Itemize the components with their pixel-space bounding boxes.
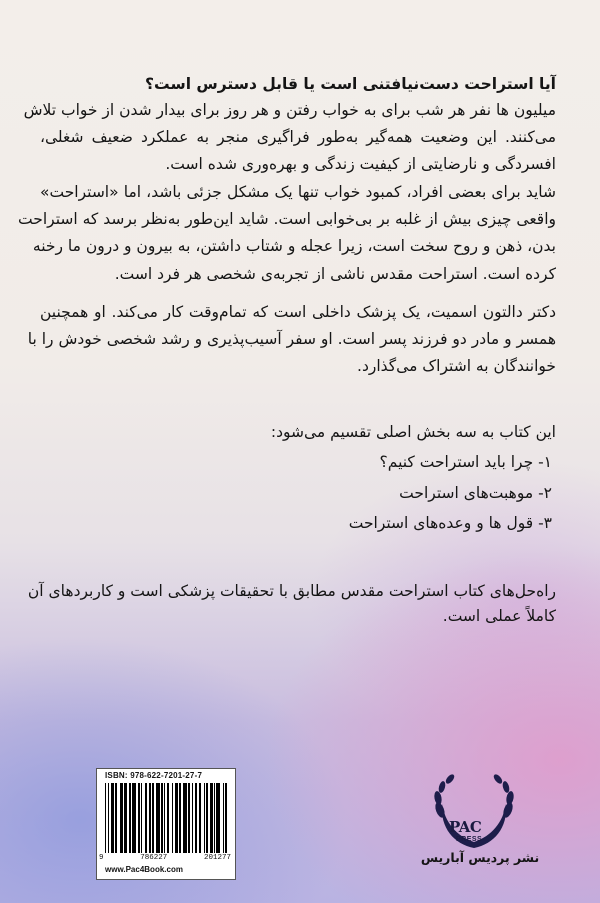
barcode-digit-group-1: 786227 — [140, 854, 168, 862]
isbn-label: ISBN: 978-622-7201-27-7 — [105, 771, 203, 780]
barcode-digit-group-2: 201277 — [203, 854, 231, 862]
list-item-1: ۱- چرا باید استراحت کنیم؟ — [379, 453, 552, 471]
barcode-digit-lead: 9 — [99, 854, 104, 862]
paragraph-1-line-1: میلیون ها نفر هر شب برای به خواب رفتن و هر روز برای بیدار شدن از خواب تلاش — [23, 101, 556, 119]
publisher-website: www.Pac4Book.com — [105, 865, 183, 874]
logo-name: PAC — [449, 818, 482, 836]
paragraph-2-line-3: بدن، ذهن و روح سخت است، زیرا عجله و شتاب داشتن، به بیرون و درون ما رخنه — [32, 237, 556, 255]
paragraph-2-line-2: واقعی چیزی بیش از غلبه بر بی‌خوابی است. شاید این‌طور به‌نظر برسد که استراحت — [18, 210, 556, 228]
barcode-icon — [105, 783, 227, 853]
list-item-3: ۳- قول ها و وعده‌های استراحت — [348, 514, 552, 532]
closing-line-2: کاملاً عملی است. — [442, 607, 556, 625]
list-item-2: ۲- موهبت‌های استراحت — [399, 484, 552, 502]
isbn-barcode-box — [96, 768, 236, 880]
paragraph-2-line-4: کرده است. استراحت مقدس ناشی از تجربه‌ی شخصی هر فرد است. — [114, 265, 556, 283]
paragraph-2-line-1: شاید برای بعضی افراد، کمبود خواب تنها یک مشکل جزئی باشد، اما «استراحت» — [40, 183, 556, 201]
paragraph-3-line-1: دکتر دالتون اسمیت، یک پزشک داخلی است که تمام‌وقت کار می‌کند. او همچنین — [40, 303, 556, 321]
list-intro: این کتاب به سه بخش اصلی تقسیم می‌شود: — [270, 423, 556, 441]
paragraph-3-line-3: خوانندگان به اشتراک می‌گذارد. — [357, 357, 556, 375]
cover-heading: آیا استراحت دست‌نیافتنی است یا قابل دسترس است؟ — [145, 75, 556, 93]
laurel-logo-icon — [424, 770, 524, 860]
publisher-name: نشر پردیس آباریس — [420, 850, 540, 865]
logo-subtitle: PRESS — [456, 836, 483, 843]
paragraph-3-line-2: همسر و مادر دو فرزند پسر است. او سفر آسیب‌پذیری و رشد شخصی خودش را با — [27, 330, 556, 348]
paragraph-1-line-3: افسردگی و نارضایتی از کیفیت زندگی و بهره‌وری شده است. — [165, 155, 556, 173]
barcode-digits — [99, 854, 231, 862]
paragraph-1-line-2: می‌کنند. این وضعیت همه‌گیر به‌طور فراگیری منجر به عملکرد ضعیف شغلی، — [40, 128, 556, 146]
closing-line-1: راه‌حل‌های کتاب استراحت مقدس مطابق با تحقیقات پزشکی است و کاربردهای آن — [27, 582, 556, 600]
